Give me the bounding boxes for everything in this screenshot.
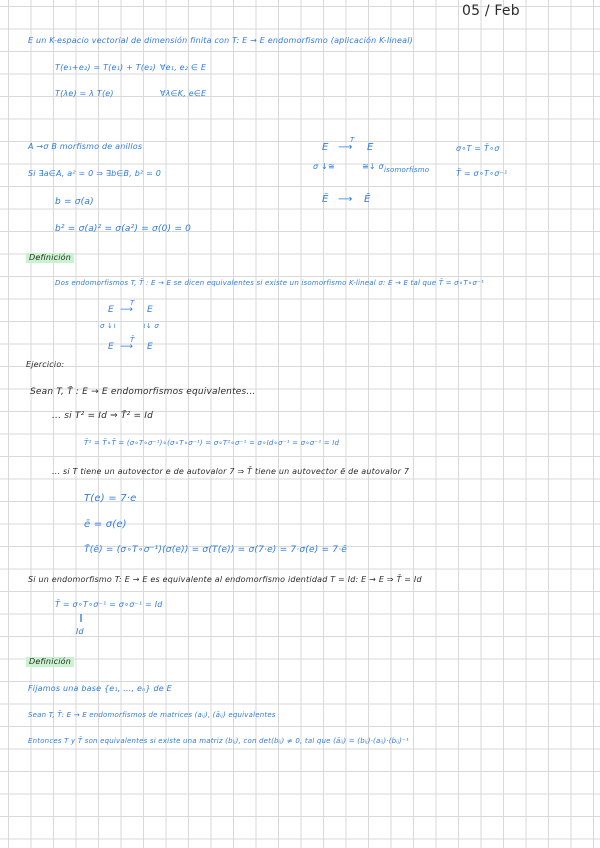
diagram1-bottom-arrow: ⟶	[338, 194, 353, 205]
identity-statement: Si un endomorfismo T: E → E es equivalente al endomorfismo identidad T = Id: E → E ⇒ T̄ = Id	[28, 575, 422, 584]
diagram1-right-map: ≅↓ σ	[362, 162, 384, 171]
diagram2-top-left: E	[108, 305, 114, 315]
identity-sub-label: Id	[76, 627, 84, 636]
diagram1-top-arrow-label: T	[350, 136, 355, 144]
diagram1-iso-label: isomorfismo	[384, 166, 430, 174]
diagram1-relation-2: T̄ = σ∘T∘σ⁻¹	[456, 169, 508, 178]
definition2-matrices: Sean T, T̄: E → E endomorfismos de matrices (aᵢⱼ), (āᵢⱼ) equivalentes	[28, 711, 276, 719]
intro-text: E un K-espacio vectorial de dimensión finita con T: E → E endomorfismo (aplicación K-lineal)	[28, 36, 413, 45]
diagram1-top-left: E	[322, 142, 329, 153]
diagram2-bottom-arrow: ⟶	[120, 342, 134, 352]
diagram2-top-arrow: ⟶	[120, 305, 134, 315]
definition1-heading: Definición	[26, 253, 74, 263]
diagram1-relation-1: σ∘T = T̄∘σ	[456, 144, 500, 153]
date: 05 / Feb	[462, 3, 520, 19]
definition2-equivalence: Entonces T y T̄ son equivalentes si existe una matriz (bᵢⱼ), con det(bᵢⱼ) ≠ 0, tal que (āᵢⱼ) = (bᵢⱼ)·(aᵢⱼ)·(bᵢⱼ)⁻¹	[28, 737, 409, 745]
identity-proof: T̄ = σ∘T∘σ⁻¹ = σ∘σ⁻¹ = Id	[55, 600, 163, 609]
diagram2-top-right: E	[147, 305, 153, 315]
exercise-statement: Sean T, T̄ : E → E endomorfismos equivalentes...	[30, 387, 256, 397]
definition2-heading: Definición	[26, 657, 74, 667]
exercise-case2: ... si T tiene un autovector e de autovalor 7 ⇒ T̄ tiene un autovector ē de autovalor 7	[52, 467, 410, 476]
definition2-basis: Fijamos una base {e₁, ..., eₙ} de E	[28, 684, 172, 693]
exercise-eq3: T̄(ē) = (σ∘T∘σ⁻¹)(σ(e)) = σ(T(e)) = σ(7·e) = 7·σ(e) = 7·ē	[84, 545, 348, 555]
b-definition: b = σ(a)	[55, 197, 94, 207]
exercise-case1: ... si T² = Id ⇒ T̄² = Id	[52, 411, 154, 421]
linearity-scalar: T(λe) = λ T(e)	[55, 89, 114, 98]
linearity-sum-quantifier: ∀e₁, e₂ ∈ E	[160, 63, 207, 72]
b-squared-proof: b² = σ(a)² = σ(a²) = σ(0) = 0	[55, 224, 192, 234]
exercise-eq1: T(e) = 7·e	[84, 493, 137, 504]
diagram2-bottom-left: E	[108, 342, 114, 352]
linearity-scalar-quantifier: ∀λ∈K, e∈E	[160, 89, 207, 98]
diagram2-top-arrow-label: T	[130, 299, 135, 307]
diagram1-bottom-right: Ē	[364, 194, 371, 205]
diagram1-top-right: E	[367, 142, 374, 153]
diagram2-bottom-right: E	[147, 342, 153, 352]
diagram2-bottom-arrow-label: T̄	[130, 336, 135, 344]
identity-equals-mark: ‖	[79, 613, 84, 622]
ring-morphism: A →σ B morfismo de anillos	[28, 142, 143, 151]
nilpotent-statement: Si ∃a∈A, a² = 0 ⇒ ∃b∈B, b² = 0	[28, 169, 162, 178]
diagram1-left-map: σ ↓≅	[313, 162, 335, 171]
diagram2-left-map: σ ↓≀	[100, 322, 116, 330]
diagram2-right-map: ≀↓ σ	[143, 322, 159, 330]
definition1-text: Dos endomorfismos T, T̄ : E → E se dicen equivalentes si existe un isomorfismo K-lineal σ: E → E tal que T̄ = σ∘T∘σ⁻¹	[55, 279, 484, 287]
exercise-eq2: ē = σ(e)	[84, 519, 127, 530]
linearity-sum: T(e₁+e₂) = T(e₁) + T(e₂)	[55, 63, 156, 72]
diagram1-top-arrow: ⟶	[338, 142, 353, 153]
exercise-heading: Ejercicio:	[26, 360, 65, 369]
exercise-case1-proof: T̄² = T̄∘T̄ = (σ∘T∘σ⁻¹)∘(σ∘T∘σ⁻¹) = σ∘T²∘σ⁻¹ = σ∘Id∘σ⁻¹ = σ∘σ⁻¹ = Id	[84, 439, 340, 447]
diagram1-bottom-left: Ē	[322, 194, 329, 205]
